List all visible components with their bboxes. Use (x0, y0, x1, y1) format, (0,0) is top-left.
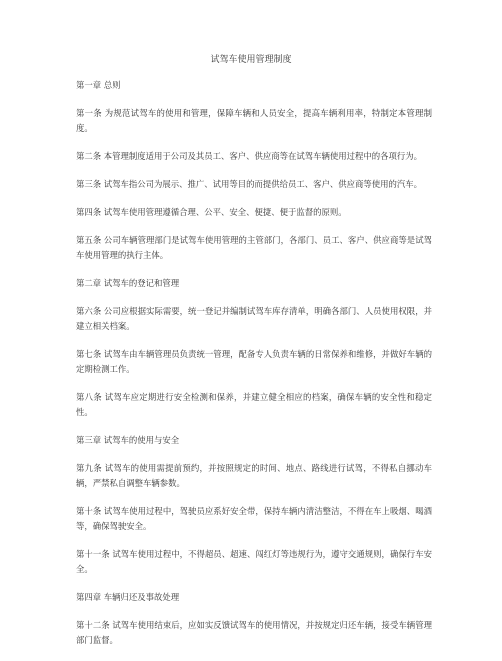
article-paragraph: 第五条 公司车辆管理部门是试驾车使用管理的主管部门，各部门、员工、客户、供应商等是试驾车使用管理的执行主体。 (76, 235, 432, 260)
article-paragraph: 第三条 试驾车指公司为展示、推广、试用等目的而提供给员工、客户、供应商等使用的汽车。 (76, 179, 423, 189)
article-paragraph: 第七条 试驾车由车辆管理员负责统一管理，配备专人负责车辆的日常保养和维修，并做好车辆的定期检测工作。 (76, 349, 432, 374)
article-paragraph: 第二条 本管理制度适用于公司及其员工、客户、供应商等在试驾车辆使用过程中的各项行为。 (76, 151, 423, 161)
article-paragraph: 第十二条 试驾车使用结束后，应如实反馈试驾车的使用情况，并按规定归还车辆，接受车辆管理部门监督。 (76, 620, 432, 645)
chapter-heading: 第三章 试驾车的使用与安全 (76, 435, 180, 445)
document-body (76, 78, 432, 661)
article-paragraph: 第九条 试驾车的使用需提前预约，并按照规定的时间、地点、路线进行试驾，不得私自挪动车辆，严禁私自调整车辆参数。 (76, 463, 432, 488)
document-title: 试驾车使用管理制度 (210, 55, 292, 65)
article-paragraph: 第十一条 试驾车使用过程中，不得超员、超速、闯红灯等违规行为，遵守交通规则，确保行车安全。 (76, 549, 432, 574)
chapter-heading: 第一章 总则 (76, 80, 121, 90)
article-paragraph: 第四条 试驾车使用管理遵循合理、公平、安全、便捷、便于监督的原则。 (76, 207, 347, 217)
article-paragraph: 第六条 公司应根据实际需要，统一登记并编制试驾车库存清单，明确各部门、人员使用权限，并建立相关档案。 (76, 306, 432, 331)
chapter-heading: 第二章 试驾车的登记和管理 (76, 278, 180, 288)
article-paragraph: 第一条 为规范试驾车的使用和管理，保障车辆和人员安全，提高车辆利用率，特制定本管理制度。 (76, 108, 432, 133)
article-paragraph: 第十条 试驾车使用过程中，驾驶员应系好安全带，保持车辆内清洁整洁，不得在车上吸烟、喝酒等，确保驾驶安全。 (76, 506, 432, 531)
article-paragraph: 第八条 试驾车应定期进行安全检测和保养，并建立健全相应的档案，确保车辆的安全性和稳定性。 (76, 392, 432, 417)
chapter-heading: 第四章 车辆归还及事故处理 (76, 592, 180, 602)
